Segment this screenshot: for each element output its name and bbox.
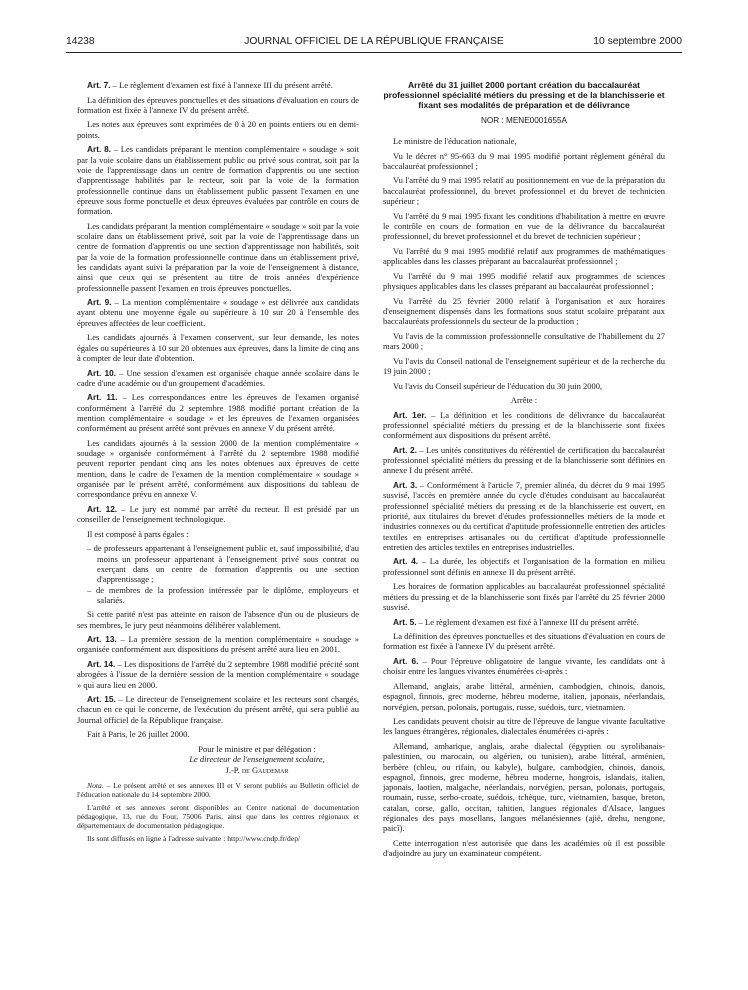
journal-title: JOURNAL OFFICIEL DE LA RÉPUBLIQUE FRANÇAISE (244, 36, 504, 47)
signature-block (155, 744, 359, 775)
paragraph: Les candidats peuvent choisir au titre de l'épreuve de langue vivante facultative les langues étrangères, régionales, dialectales énumérées ci-après : (383, 716, 665, 737)
article-8: Art. 8. – Les candidats préparant le mention complémentaire « soudage » soit par la voie scolaire dans un établissement public ou privé sous contrat, soit par la voie de l'apprentissage dans un centre de formation d'apprentis ou une section d'apprentissage habilités par le recteur, soit par la voie de la formation professionnelle continue dans un établissement public passent l'examen en une épreuve sous forme ponctuelle et deux épreuves évaluées par contrôle en cours de formation. (77, 144, 360, 217)
article-12: Art. 12. – Le jury est nommé par arrêté du recteur. Il est présidé par un conseiller de l'enseignement technologique. (77, 503, 359, 525)
article-6: Art. 6. – Pour l'épreuve obligatoire de langue vivante, les candidats ont à choisir entre les langues vivantes énumérées ci-après : (383, 656, 666, 677)
paragraph: Les candidats ajournés à la session 2000 de la mention complémentaire « soudage » organisée conformément à l'arrêté du 2 septembre 1988 modifié peuvent reporter pendant cinq ans les notes obtenues aux épreuves de cette mention, dans le cadre de l'examen de la mention complémentaire « soudage » organisée par le présent arrêté, conformément aux dispositions du tableau de correspondance prévu en annexe V. (77, 437, 359, 500)
paragraph: La définition des épreuves ponctuelles et des situations d'évaluation en cours de formation est fixée à l'annexe IV du présent arrêté. (383, 631, 665, 652)
list-item: – de professeurs appartenant à l'enseignement public et, sauf impossibilité, d'au moins un professeur appartenant à l'enseignement privé sous contrat ou exerçant dans un centre de formation d'apprentis ou une section d'apprentissage ; (87, 543, 359, 585)
visa: Vu l'avis du Conseil supérieur de l'éducation du 30 juin 2000, (393, 380, 603, 391)
paragraph: Allemand, anglais, arabe littéral, arménien, cambodgien, chinois, danois, espagnol, finnois, grec moderne, hébreu moderne, italien, japonais, néerlandais, norvégien, persan, polonais, portugais, russe, suédois, turc, vietnamien. (383, 680, 665, 712)
note-paragraph: L'arrêté et ses annexes seront disponibles au Centre national de documentation pédagogique, 13, rue du Four, 75006 Paris, ainsi que dans les centres régionaux et départementaux de documentation pédagogique. (77, 803, 359, 831)
nota: Nota. – Le présent arrêté et ses annexes III et V seront publiés au Bulletin officiel de l'éducation nationale du 14 septembre 2000. (77, 780, 359, 799)
issue-date: 10 septembre 2000 (593, 36, 682, 47)
list-item: – de membres de la profession intéressée par le diplôme, employeurs et salariés. (87, 584, 359, 605)
page-number: 14238 (66, 36, 95, 47)
visa: Vu l'avis de la commission professionnelle consultative de l'habillement du 27 mars 2000 ; (383, 330, 665, 352)
visa: Vu l'avis du Conseil national de l'enseignement supérieur et de la recherche du 19 juin 2000 ; (383, 355, 665, 376)
article-11: Art. 11. – Les correspondances entre les épreuves de l'examen organisé conformément à l'arrêté du 2 septembre 1988 modifié portant création de la mention complémentaire « soudage » et les épreuves de l'examen organisées conformément au présent arrêté sont prévues en annexe V du présent arrêté. (77, 392, 359, 434)
article-14: Art. 14. – Les dispositions de l'arrêté du 2 septembre 1988 modifié précité sont abrogées à l'issue de la dernière session de la mention complémentaire « soudage » qui aura lieu en 2000. (77, 659, 359, 690)
intro: Le ministre de l'éducation nationale, (393, 135, 517, 146)
jury-composition-list (77, 543, 359, 605)
article-5: Art. 5. – Le règlement d'examen est fixé à l'annexe III du présent arrêté. (393, 616, 639, 627)
paragraph: Allemand, amharique, anglais, arabe dialectal (égyptien ou syrolibanais-palestinien, ou marocain, ou algérien, ou tunisien), arabe littéral, arménien, berbère (chleu, ou rifain, ou kabyle), bulgare, cambodgien, chinois, danois, espagnol, finnois, grec moderne, hébreu moderne, hongrois, islandais, italien, japonais, laotien, malgache, néerlandais, norvégien, persan, polonais, portugais, roumain, russe, serbo-croate, suédois, tchèque, turc, vietnamien, basque, breton, catalan, corse, gallo, occitan, tahitien, langues régionales d'Alsace, langues régionales des pays mosellans, langues mélanésiennes (ajië, drehu, nengone, paicî). (383, 740, 665, 834)
article-10: Art. 10. – Une session d'examen est organisée chaque année scolaire dans le cadre d'une académie ou d'un groupement d'académies. (77, 367, 359, 388)
decree-title: Arrêté du 31 juillet 2000 portant création du baccalauréat professionnel spécialité métiers du pressing et de la blanchisserie et fixant ses modalités de préparation et de délivrance (383, 80, 665, 111)
visa: Vu l'arrêté du 9 mai 1995 modifié relatif aux programmes de sciences physiques applicables dans les classes préparant au baccalauréat professionnel ; (383, 270, 665, 291)
nor-reference: NOR : MENE0001655A (480, 115, 567, 125)
left-column (77, 80, 359, 848)
paragraph: Les candidats préparant la mention complémentaire « soudage » soit par la voie scolaire dans un établissement privé, soit par la voie de l'apprentissage dans un centre de formation d'apprentis ou une section d'apprentissage non habilités, soit par la voie de la formation professionnelle continue dans un établissement privé, les candidats ayant suivi la préparation par la voie de l'enseignement à distance, ainsi que ceux qui se présentent au titre de trois années d'expérience professionnelle passent l'examen en trois épreuves ponctuelles. (77, 220, 359, 293)
paragraph: Il est composé à parts égales : (87, 528, 189, 539)
article-15: Art. 15. – Le directeur de l'enseignement scolaire et les recteurs sont chargés, chacun en ce qui le concerne, de l'exécution du présent arrêté, qui sera publié au Journal officiel de la République française. (77, 694, 359, 725)
article-7: Art. 7. – Le règlement d'examen est fixé à l'annexe III du présent arrêté. (87, 80, 333, 90)
visa: Vu l'arrêté du 25 février 2000 relatif à l'organisation et aux horaires d'enseignement dispensés dans les formations sous statut scolaire préparant aux baccalauréats professionnels du secteur de la production ; (383, 295, 665, 327)
visa: Vu l'arrêté du 9 mai 1995 modifié relatif aux programmes de mathématiques applicables dans les classes préparant au baccalauréat professionnel ; (383, 245, 665, 267)
paragraph: Les notes aux épreuves sont exprimées de 0 à 20 en points entiers ou en demi-points. (77, 119, 359, 140)
article-1: Art. 1er. – La définition et les conditions de délivrance du baccalauréat professionnel spécialité métiers du pressing et de la blanchisserie sont fixées conformément aux dispositions du présent arrêté. (383, 409, 665, 441)
right-column (383, 80, 665, 863)
paragraph: Les horaires de formation applicables au baccalauréat professionnel spécialité métiers du pressing et de la blanchisserie sont fixés par l'arrêté du 25 février 2000 susvisé. (383, 581, 665, 612)
signature-line: Pour le ministre et par délégation : (198, 743, 316, 754)
note-paragraph: Ils sont diffusés en ligne à l'adresse suivante : http://www.cndp.fr/dep/ (87, 834, 301, 844)
article-13: Art. 13. – La première session de la mention complémentaire « soudage » organisée conformément aux dispositions du présent arrêté aura lieu en 2001. (77, 634, 359, 655)
arrete-heading: Arrête : (510, 395, 538, 406)
visa: Vu l'arrêté du 9 mai 1995 fixant les conditions d'habilitation à mettre en œuvre le contrôle en cours de formation en vue de la délivrance du baccalauréat professionnel, du brevet professionnel et du brevet de technicien supérieur ; (383, 210, 665, 242)
page-header (66, 36, 682, 50)
paragraph: La définition des épreuves ponctuelles et des situations d'évaluation en cours de formation est fixée à l'annexe IV du présent arrêté. (77, 94, 359, 115)
paragraph: Si cette parité n'est pas atteinte en raison de l'absence d'un ou de plusieurs de ses membres, le jury peut néanmoins délibérer valablement. (77, 609, 359, 630)
visa: Vu l'arrêté du 9 mai 1995 relatif au positionnement en vue de la préparation du baccalauréat professionnel, du brevet professionnel et du brevet de technicien supérieur ; (383, 175, 665, 206)
done-at: Fait à Paris, le 26 juillet 2000. (87, 729, 190, 740)
visa: Vu le décret n° 95-663 du 9 mai 1995 modifié portant règlement général du baccalauréat professionnel ; (383, 150, 665, 171)
article-2: Art. 2. – Les unités constitutives du référentiel de certification du baccalauréat professionnel spécialité métiers du pressing et de la blanchisserie sont définies en annexe I du présent arrêté. (383, 444, 665, 476)
article-9: Art. 9. – La mention complémentaire « soudage » est délivrée aux candidats ayant obtenu une moyenne égale ou supérieure à 10 sur 20 à l'ensemble des épreuves affectées de leur coefficient. (77, 297, 359, 328)
signature-line: Le directeur de l'enseignement scolaire, (189, 754, 325, 765)
article-4: Art. 4. – La durée, les objectifs et l'organisation de la formation en milieu professionnel sont définis en annexe II du présent arrêté. (383, 556, 665, 577)
paragraph: Cette interrogation n'est autorisée que dans les académies où il est possible d'adjoindre au jury un examinateur compétent. (383, 837, 665, 859)
signatory-name: J.-P. de Gaudemar (225, 764, 289, 775)
article-3: Art. 3. – Conformément à l'article 7, premier alinéa, du décret du 9 mai 1995 susvisé, l'accès en première année du cycle d'études conduisant au baccalauréat professionnel spécialité métiers du pressing et de la blanchisserie est ouvert, en priorité, aux titulaires du brevet d'études professionnelles métiers de la mode et industries connexes ou du certificat d'aptitude professionnelle entretien des articles textiles en entreprises artisanales ou du certificat d'aptitude professionnelle entretien des articles textiles en entreprises industrielles. (383, 480, 666, 552)
header-rule (66, 52, 682, 53)
paragraph: Les candidats ajournés à l'examen conservent, sur leur demande, les notes égales ou supérieures à 10 sur 20 obtenues aux épreuves, dans la limite de cinq ans à compter de leur date d'obtention. (77, 332, 359, 363)
